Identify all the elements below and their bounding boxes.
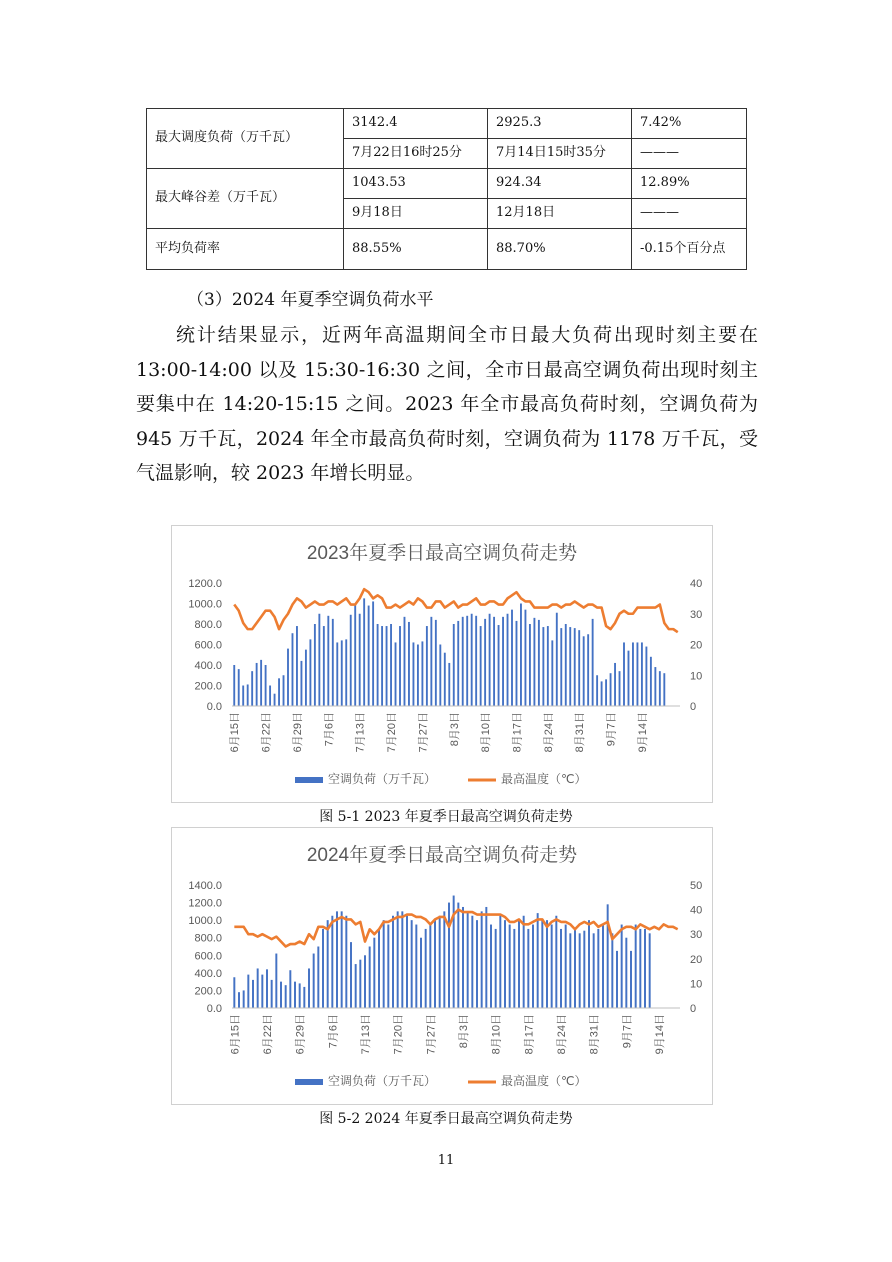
chart-bar xyxy=(252,980,254,1008)
chart-bar xyxy=(233,665,235,706)
chart-bar xyxy=(305,650,307,706)
chart-bar xyxy=(406,916,408,1008)
chart-bar xyxy=(480,626,482,706)
x-tick-label: 7月6日 xyxy=(327,1013,340,1049)
table-cell-2023: 88.70% xyxy=(488,229,632,270)
chart-bar xyxy=(533,618,535,706)
chart-bar xyxy=(602,925,604,1008)
y-left-tick-label: 400.0 xyxy=(194,967,222,980)
chart-bar xyxy=(607,904,609,1008)
chart-bar xyxy=(443,911,445,1008)
chart-bar xyxy=(498,625,500,706)
x-tick-label: 8月31日 xyxy=(588,1014,601,1055)
chart-bar xyxy=(569,627,571,706)
chart-bar xyxy=(417,645,419,707)
x-tick-label: 6月15日 xyxy=(229,712,242,753)
y-right-tick-label: 40 xyxy=(690,578,703,590)
table-cell-2024: 3142.4 xyxy=(344,109,488,139)
x-tick-label: 6月29日 xyxy=(294,1014,307,1055)
chart-bar xyxy=(242,686,244,707)
chart-bar xyxy=(587,634,589,706)
chart-bar xyxy=(574,628,576,706)
y-right-tick-label: 30 xyxy=(690,608,703,621)
chart-bar xyxy=(466,616,468,706)
chart-bar xyxy=(336,911,338,1008)
chart-bar xyxy=(401,911,403,1008)
chart-bar xyxy=(551,640,553,706)
chart-bar xyxy=(641,642,643,706)
chart-bar xyxy=(489,614,491,706)
chart-bar xyxy=(317,947,319,1009)
chart-bar xyxy=(280,982,282,1008)
y-right-tick-label: 30 xyxy=(690,929,703,942)
x-tick-label: 7月20日 xyxy=(392,1014,405,1055)
chart-bar xyxy=(390,624,392,706)
figure-caption-1: 图 5-1 2023 年夏季日最高空调负荷走势 xyxy=(319,809,573,825)
chart-bar xyxy=(296,626,298,706)
chart-bar xyxy=(327,920,329,1008)
chart-bar xyxy=(395,642,397,706)
chart-bar xyxy=(413,642,415,706)
chart-bar xyxy=(421,641,423,706)
table-cell-metric: 平均负荷率 xyxy=(147,229,344,270)
x-tick-label: 7月27日 xyxy=(425,1013,438,1055)
y-right-tick-label: 50 xyxy=(690,880,703,892)
chart-bar xyxy=(457,621,459,706)
y-left-tick-label: 200.0 xyxy=(194,680,222,693)
chart-bar xyxy=(350,942,352,1008)
chart-title: 2023年夏季日最高空调负荷走势 xyxy=(306,543,578,564)
chart-bar xyxy=(387,925,389,1008)
chart-bar xyxy=(547,626,549,706)
chart-bar xyxy=(266,969,268,1008)
chart-bar xyxy=(303,987,305,1008)
chart-bar xyxy=(462,617,464,706)
chart-bar xyxy=(283,675,285,706)
chart-bar xyxy=(525,610,527,706)
chart-bar xyxy=(373,938,375,1008)
chart-bar xyxy=(448,903,450,1008)
chart-bar xyxy=(309,639,311,706)
legend-swatch-bar xyxy=(295,777,323,783)
chart-bar xyxy=(579,933,581,1008)
chart-bar xyxy=(574,929,576,1008)
chart-bar xyxy=(247,684,249,706)
chart-bar xyxy=(439,645,441,707)
x-tick-label: 8月24日 xyxy=(556,1014,568,1055)
y-left-tick-label: 600.0 xyxy=(194,639,222,652)
chart-bar xyxy=(397,911,399,1008)
chart-bar xyxy=(650,657,652,706)
chart-2024-svg xyxy=(172,828,712,1104)
y-left-tick-label: 1000.0 xyxy=(188,598,222,611)
chart-bar xyxy=(430,617,432,706)
chart-bar xyxy=(350,615,352,706)
y-right-tick-label: 20 xyxy=(690,953,703,966)
y-left-tick-label: 800.0 xyxy=(194,932,222,945)
table-cell-2023: 924.34 xyxy=(488,169,632,199)
chart-bar xyxy=(256,663,258,706)
chart-bar xyxy=(251,671,253,706)
chart-bar xyxy=(630,951,632,1008)
page-number: 11 xyxy=(437,1153,455,1168)
chart-bar xyxy=(625,938,627,1008)
chart-bar xyxy=(616,951,618,1008)
chart-bar xyxy=(426,626,428,706)
chart-bar xyxy=(593,933,595,1008)
chart-bar xyxy=(507,614,509,706)
y-left-tick-label: 1000.0 xyxy=(188,915,222,928)
chart-bar xyxy=(372,601,374,706)
x-tick-label: 7月13日 xyxy=(360,1014,372,1055)
chart-bar xyxy=(537,913,539,1008)
y-left-tick-label: 400.0 xyxy=(194,660,222,672)
chart-bar xyxy=(233,977,235,1008)
table-cell-change: 12.89% xyxy=(632,169,747,199)
section-heading: （3）2024 年夏季空调负荷水平 xyxy=(187,290,434,310)
legend-label-bar: 空调负荷（万千瓦） xyxy=(328,772,437,786)
body-paragraph: 统计结果显示，近两年高温期间全市日最大负荷出现时刻主要在 13:00-14:00 以及 15:30-16:30 之间，全市日最高空调负荷出现时刻主要集中在 14:20-15:15 之间。2023 年全市最高负荷时刻，空调负荷为 945 万千瓦，2024 年全市最高负荷时刻，空调负荷为 1178 万千瓦，受气温影响，较 2023 年增长明显。 xyxy=(136,324,758,484)
chart-bar xyxy=(314,624,316,706)
legend-label-line: 最高温度（℃） xyxy=(501,1074,587,1088)
chart-bar xyxy=(294,982,296,1008)
chart-bar xyxy=(354,604,356,707)
chart-bar xyxy=(538,620,540,706)
chart-bar xyxy=(462,907,464,1008)
chart-bar xyxy=(637,642,639,706)
chart-bar xyxy=(420,938,422,1008)
x-tick-label: 8月10日 xyxy=(490,1014,503,1055)
chart-bar xyxy=(435,620,437,706)
chart-bar xyxy=(569,933,571,1008)
chart-bar xyxy=(649,933,651,1008)
legend-label-bar: 空调负荷（万千瓦） xyxy=(328,1074,437,1088)
legend-label-line: 最高温度（℃） xyxy=(501,772,587,786)
chart-bar xyxy=(285,985,287,1008)
table-cell-2024: 7月22日16时25分 xyxy=(344,139,488,169)
table-cell-2023: 2925.3 xyxy=(488,109,632,139)
chart-bar xyxy=(243,990,245,1008)
chart-bar xyxy=(565,624,567,706)
chart-bar xyxy=(332,619,334,706)
chart-bar xyxy=(392,916,394,1008)
table-cell-2023: 7月14日15时35分 xyxy=(488,139,632,169)
table-cell-change: ——— xyxy=(632,139,747,169)
x-tick-label: 8月17日 xyxy=(511,712,524,753)
chart-bar xyxy=(578,630,580,706)
chart-bar xyxy=(504,920,506,1008)
chart-bar xyxy=(265,665,267,706)
chart-bar xyxy=(289,970,291,1008)
chart-bar xyxy=(327,616,329,706)
chart-bar xyxy=(404,617,406,706)
chart-bar xyxy=(425,929,427,1008)
chart-bar xyxy=(628,651,630,706)
chart-bar xyxy=(331,916,333,1008)
chart-bar xyxy=(336,642,338,706)
chart-bar xyxy=(527,929,529,1008)
chart-bar xyxy=(601,681,603,706)
chart-bar xyxy=(511,610,513,706)
chart-bar xyxy=(495,929,497,1008)
x-tick-label: 6月22日 xyxy=(260,712,273,753)
chart-bar xyxy=(556,613,558,706)
chart-bar xyxy=(484,619,486,706)
chart-bar xyxy=(619,671,621,706)
chart-bar xyxy=(275,954,277,1008)
chart-bar xyxy=(523,916,525,1008)
chart-bar xyxy=(429,925,431,1008)
x-tick-label: 9月7日 xyxy=(605,712,618,747)
chart-bar xyxy=(654,667,656,706)
chart-bar xyxy=(529,624,531,706)
chart-bar xyxy=(476,920,478,1008)
table-cell-change: 7.42% xyxy=(632,109,747,139)
table-row xyxy=(147,229,747,270)
chart-bar xyxy=(247,975,249,1008)
chart-bar xyxy=(359,614,361,706)
y-right-tick-label: 10 xyxy=(690,670,703,683)
chart-bar xyxy=(399,626,401,706)
table-row xyxy=(147,169,747,199)
chart-bar xyxy=(271,980,273,1008)
chart-bar xyxy=(368,606,370,706)
chart-bar xyxy=(434,920,436,1008)
figure-caption-2: 图 5-2 2024 年夏季日最高空调负荷走势 xyxy=(319,1111,573,1127)
x-tick-label: 9月14日 xyxy=(636,712,649,753)
chart-bar xyxy=(415,925,417,1008)
chart-bar xyxy=(345,639,347,706)
chart-bar xyxy=(623,642,625,706)
chart-bar xyxy=(516,621,518,706)
table-cell-change: -0.15个百分点 xyxy=(632,229,747,270)
chart-bar xyxy=(611,933,613,1008)
chart-bar xyxy=(411,920,413,1008)
chart-bar xyxy=(341,911,343,1008)
chart-bar xyxy=(555,916,557,1008)
table-cell-metric: 最大调度负荷（万千瓦） xyxy=(147,109,344,169)
chart-bar xyxy=(261,975,263,1008)
chart-bar xyxy=(596,675,598,706)
chart-bar xyxy=(610,673,612,706)
y-right-tick-label: 40 xyxy=(690,904,703,917)
chart-2023-svg xyxy=(172,526,712,802)
chart-bar xyxy=(359,960,361,1008)
x-tick-label: 6月15日 xyxy=(229,1013,242,1055)
chart-bar xyxy=(444,653,446,706)
chart-bar xyxy=(364,955,366,1008)
chart-bar xyxy=(439,916,441,1008)
chart-bar xyxy=(471,614,473,706)
chart-bar xyxy=(377,624,379,706)
chart-2024 xyxy=(171,827,713,1105)
table-cell-change: ——— xyxy=(632,199,747,229)
chart-bar xyxy=(386,626,388,706)
chart-bar xyxy=(369,947,371,1009)
chart-bar xyxy=(287,649,289,706)
chart-bar xyxy=(565,925,567,1008)
chart-bar xyxy=(541,920,543,1008)
table-row xyxy=(147,109,747,139)
chart-2023 xyxy=(171,525,713,803)
x-tick-label: 6月22日 xyxy=(262,1014,274,1055)
chart-bar xyxy=(238,992,240,1008)
chart-bar xyxy=(355,964,357,1008)
x-tick-label: 8月3日 xyxy=(458,1014,470,1049)
chart-bar xyxy=(471,916,473,1008)
chart-bar xyxy=(313,954,315,1008)
chart-bar xyxy=(588,920,590,1008)
chart-bar xyxy=(299,983,301,1008)
chart-bar xyxy=(467,911,469,1008)
chart-bar xyxy=(583,636,585,706)
chart-bar xyxy=(278,678,280,706)
chart-bar xyxy=(448,663,450,706)
temperature-line xyxy=(234,910,677,947)
chart-bar xyxy=(274,694,276,706)
y-left-tick-label: 1400.0 xyxy=(188,880,222,892)
y-right-tick-label: 10 xyxy=(690,978,703,991)
x-tick-label: 9月14日 xyxy=(654,1014,666,1055)
chart-bar xyxy=(260,660,262,706)
x-tick-label: 7月13日 xyxy=(354,712,367,753)
x-tick-label: 7月27日 xyxy=(417,712,430,753)
chart-bar xyxy=(663,673,665,706)
chart-bar xyxy=(381,626,383,706)
chart-bar xyxy=(323,626,325,706)
chart-bar xyxy=(592,619,594,706)
chart-bar xyxy=(632,642,634,706)
y-left-tick-label: 0.0 xyxy=(206,701,222,713)
chart-bar xyxy=(341,640,343,706)
chart-bar xyxy=(546,920,548,1008)
chart-bar xyxy=(509,925,511,1008)
chart-bar xyxy=(453,624,455,706)
x-tick-label: 6月29日 xyxy=(291,712,304,753)
chart-bar xyxy=(583,931,585,1008)
y-right-tick-label: 20 xyxy=(690,639,703,652)
legend-swatch-bar xyxy=(295,1079,323,1085)
chart-bar xyxy=(644,929,646,1008)
chart-bar xyxy=(238,669,240,706)
chart-bar xyxy=(345,916,347,1008)
x-tick-label: 7月6日 xyxy=(323,712,336,747)
x-tick-label: 9月7日 xyxy=(621,1013,634,1049)
chart-bar xyxy=(408,622,410,706)
chart-bar xyxy=(639,929,641,1008)
chart-bar xyxy=(490,925,492,1008)
x-tick-label: 8月31日 xyxy=(574,712,587,753)
chart-bar xyxy=(532,925,534,1008)
chart-bar xyxy=(542,627,544,706)
chart-bar xyxy=(318,614,320,706)
x-tick-label: 8月24日 xyxy=(542,712,555,753)
chart-bar xyxy=(560,628,562,706)
y-left-tick-label: 0.0 xyxy=(206,1003,222,1015)
chart-title: 2024年夏季日最高空调负荷走势 xyxy=(306,845,578,866)
chart-bar xyxy=(614,663,616,706)
chart-bar xyxy=(308,968,310,1008)
chart-bar xyxy=(257,968,259,1008)
table-cell-2024: 88.55% xyxy=(344,229,488,270)
chart-bar xyxy=(378,929,380,1008)
chart-bar xyxy=(520,604,522,707)
chart-bar xyxy=(493,617,495,706)
x-tick-label: 8月3日 xyxy=(448,712,461,747)
chart-bar xyxy=(269,686,271,707)
chart-bar xyxy=(551,925,553,1008)
y-left-tick-label: 600.0 xyxy=(194,950,222,963)
chart-bar xyxy=(560,929,562,1008)
y-left-tick-label: 800.0 xyxy=(194,619,222,631)
chart-bar xyxy=(621,925,623,1008)
chart-bar xyxy=(363,598,365,706)
x-tick-label: 8月10日 xyxy=(480,712,493,753)
temperature-line xyxy=(234,589,678,632)
chart-bar xyxy=(499,916,501,1008)
chart-bar xyxy=(457,903,459,1008)
chart-bar xyxy=(635,925,637,1008)
chart-bar xyxy=(513,929,515,1008)
chart-bar xyxy=(597,929,599,1008)
y-left-tick-label: 200.0 xyxy=(194,985,222,998)
chart-bar xyxy=(481,911,483,1008)
chart-bar xyxy=(605,679,607,706)
chart-bar xyxy=(292,633,294,706)
x-tick-label: 7月20日 xyxy=(386,712,399,753)
y-left-tick-label: 1200.0 xyxy=(188,578,222,590)
comparison-table xyxy=(146,108,747,270)
chart-bar xyxy=(502,617,504,706)
x-tick-label: 8月17日 xyxy=(523,1013,536,1055)
table-cell-2023: 12月18日 xyxy=(488,199,632,229)
y-left-tick-label: 1200.0 xyxy=(188,897,222,910)
table-cell-metric: 最大峰谷差（万千瓦） xyxy=(147,169,344,229)
table-cell-2024: 9月18日 xyxy=(344,199,488,229)
chart-bar xyxy=(383,920,385,1008)
y-right-tick-label: 0 xyxy=(690,701,697,713)
chart-bar xyxy=(322,929,324,1008)
chart-bar xyxy=(475,616,477,706)
chart-bar xyxy=(645,647,647,706)
chart-bar xyxy=(518,920,520,1008)
chart-bar xyxy=(301,661,303,706)
chart-bar xyxy=(659,671,661,706)
chart-bar xyxy=(485,907,487,1008)
table-cell-2024: 1043.53 xyxy=(344,169,488,199)
y-right-tick-label: 0 xyxy=(690,1003,697,1015)
